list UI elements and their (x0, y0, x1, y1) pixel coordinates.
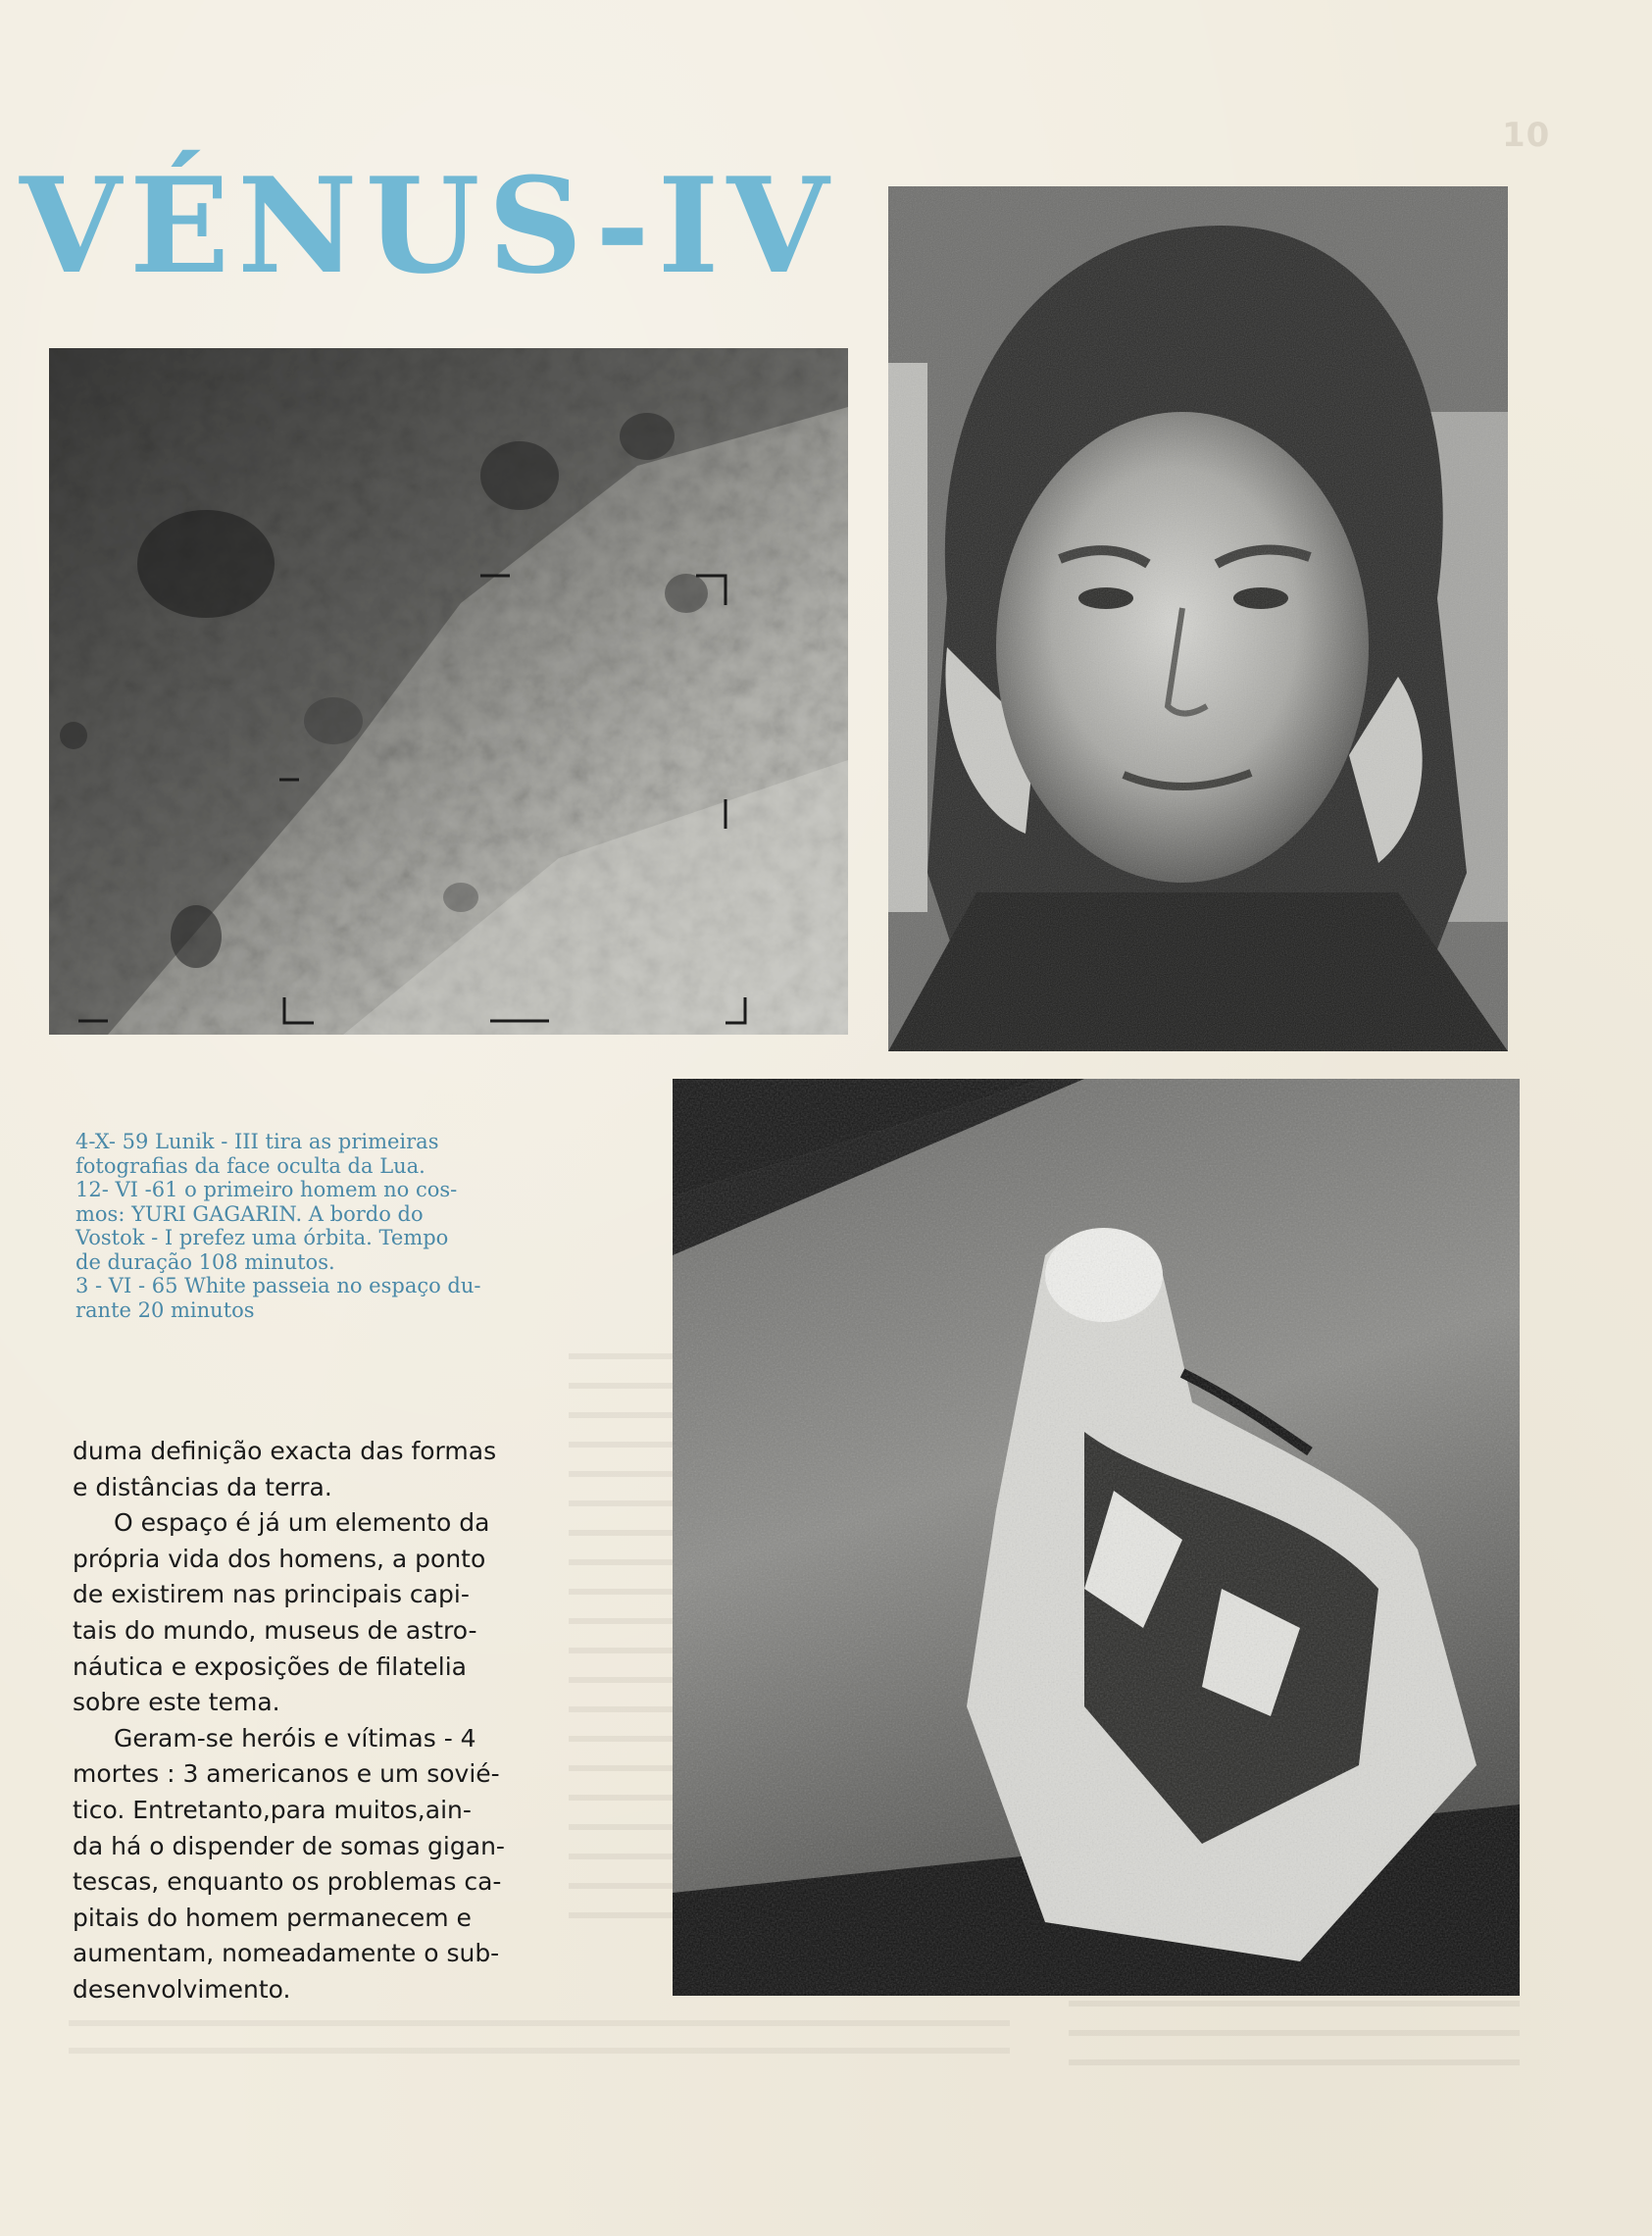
show-through-text (69, 2020, 1010, 2059)
body-line: da há o dispender de somas gigan- (73, 1831, 505, 1860)
caption-line: mos: YURI GAGARIN. A bordo do (75, 1201, 424, 1226)
caption-line: Vostok - I prefez uma órbita. Tempo (75, 1226, 449, 1249)
body-line: de existirem nas principais capi- (73, 1580, 470, 1609)
body-line: duma definição exacta das formas (73, 1437, 497, 1465)
body-line: desenvolvimento. (73, 1974, 291, 2004)
body-line: tico. Entretanto,para muitos,ain- (73, 1795, 472, 1824)
body-line: tescas, enquanto os problemas ca- (73, 1867, 502, 1897)
body-line: sobre este tema. (73, 1688, 280, 1717)
caption-line: 4-X- 59 Lunik - III tira as primeiras (75, 1130, 439, 1153)
body-line: mortes : 3 americanos e um sovié- (73, 1759, 500, 1789)
page-title: VÉNUS-IV (20, 148, 837, 303)
spacewalk-photo (673, 1079, 1520, 1996)
cosmonaut-portrait-photo (888, 186, 1508, 1051)
page-number: 10 (1502, 116, 1551, 155)
body-line: náutica e exposições de filatelia (73, 1652, 467, 1681)
body-line: própria vida dos homens, a ponto (73, 1544, 486, 1573)
body-line: pitais do homem permanecem e (73, 1903, 472, 1932)
photo-caption (75, 1130, 546, 1322)
moon-surface-photo (49, 348, 848, 1035)
body-line: aumentam, nomeadamente o sub- (73, 1939, 500, 1968)
body-line: tais do mundo, museus de astro- (73, 1615, 477, 1645)
show-through-text (1069, 2001, 1520, 2069)
caption-line: 12- VI -61 o primeiro homem no cos- (75, 1178, 458, 1201)
article-body (73, 1434, 551, 2008)
body-line: Geram-se heróis e vítimas - 4 (114, 1723, 476, 1753)
body-line: O espaço é já um elemento da (114, 1508, 490, 1538)
body-line: e distâncias da terra. (73, 1472, 332, 1501)
caption-line: de duração 108 minutos. (75, 1249, 335, 1274)
caption-line: rante 20 minutos (75, 1297, 255, 1322)
caption-line: fotografias da face oculta da Lua. (75, 1153, 426, 1178)
caption-line: 3 - VI - 65 White passeia no espaço du- (75, 1274, 481, 1297)
